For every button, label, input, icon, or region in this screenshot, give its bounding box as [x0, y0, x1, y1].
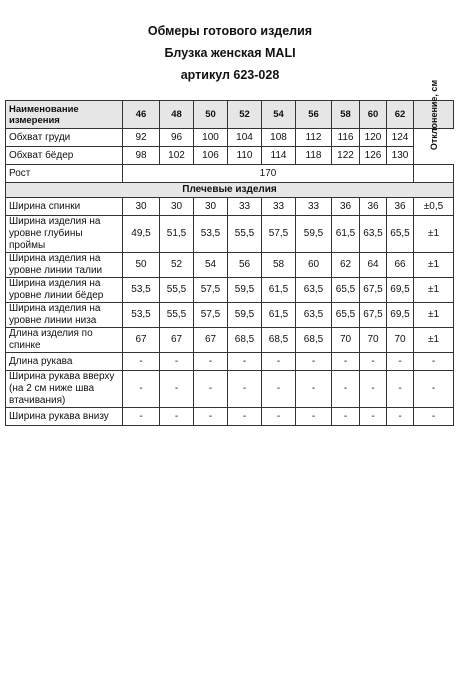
height-section	[6, 165, 454, 198]
cell-value: -	[387, 408, 414, 426]
cell-value: -	[123, 371, 160, 408]
cell-value: 30	[160, 198, 194, 216]
cell-value: 65,5	[387, 216, 414, 253]
size-header: 54	[262, 101, 296, 129]
cell-value: 70	[332, 328, 360, 353]
cell-value: 96	[160, 129, 194, 147]
row-label: Ширина изделия на уровне линии талии	[6, 253, 123, 278]
size-header: 48	[160, 101, 194, 129]
table-row	[6, 147, 454, 165]
row-label: Ширина спинки	[6, 198, 123, 216]
row-label: Ширина изделия на уровне линии бёдер	[6, 278, 123, 303]
cell-value: 53,5	[123, 278, 160, 303]
cell-value: -	[160, 408, 194, 426]
cell-value: 110	[228, 147, 262, 165]
cell-value: -	[262, 371, 296, 408]
cell-value: 33	[228, 198, 262, 216]
cell-value: 67	[160, 328, 194, 353]
cell-value: -	[332, 353, 360, 371]
section-title: Плечевые изделия	[6, 183, 454, 198]
document-header	[0, 20, 460, 86]
row-label: Обхват бёдер	[6, 147, 123, 165]
cell-value: 61,5	[262, 278, 296, 303]
deviation-value: ±1	[414, 278, 454, 303]
cell-value: 59,5	[296, 216, 332, 253]
cell-value: 100	[194, 129, 228, 147]
cell-value: 62	[332, 253, 360, 278]
cell-value: 126	[360, 147, 387, 165]
cell-value: 36	[360, 198, 387, 216]
cell-value: 69,5	[387, 278, 414, 303]
cell-value: -	[296, 353, 332, 371]
table-row	[6, 353, 454, 371]
cell-value: 56	[228, 253, 262, 278]
size-header: 46	[123, 101, 160, 129]
table-row	[6, 303, 454, 328]
cell-value: 67	[123, 328, 160, 353]
row-label: Ширина рукава вверху (на 2 см ниже шва втачивания)	[6, 371, 123, 408]
cell-value: 53,5	[194, 216, 228, 253]
cell-value: 104	[228, 129, 262, 147]
deviation-column-header	[414, 79, 454, 150]
cell-value: 36	[387, 198, 414, 216]
cell-value: 67,5	[360, 278, 387, 303]
size-header: 58	[332, 101, 360, 129]
cell-value: -	[296, 371, 332, 408]
row-label: Ширина изделия на уровне глубины проймы	[6, 216, 123, 253]
cell-value: 102	[160, 147, 194, 165]
cell-value: 57,5	[194, 303, 228, 328]
row-label: Длина изделия по спинке	[6, 328, 123, 353]
cell-value: 106	[194, 147, 228, 165]
cell-value: 52	[160, 253, 194, 278]
deviation-value: ±1	[414, 328, 454, 353]
cell-value: 124	[387, 129, 414, 147]
deviation-value: ±1	[414, 216, 454, 253]
cell-value: -	[123, 353, 160, 371]
cell-value: 57,5	[262, 216, 296, 253]
size-header: 52	[228, 101, 262, 129]
cell-value: 63,5	[296, 303, 332, 328]
cell-value: -	[228, 371, 262, 408]
cell-value: 55,5	[160, 278, 194, 303]
garment-measurements	[6, 198, 454, 426]
table-row	[6, 328, 454, 353]
row-label: Длина рукава	[6, 353, 123, 371]
table-row	[6, 198, 454, 216]
cell-value: 118	[296, 147, 332, 165]
cell-value: 55,5	[228, 216, 262, 253]
cell-value: 65,5	[332, 278, 360, 303]
cell-value: -	[228, 353, 262, 371]
cell-value: 66	[387, 253, 414, 278]
cell-value: 60	[296, 253, 332, 278]
cell-value: -	[332, 408, 360, 426]
cell-value: -	[262, 353, 296, 371]
cell-value: -	[296, 408, 332, 426]
cell-value: 114	[262, 147, 296, 165]
section-row	[6, 183, 454, 198]
table-row	[6, 278, 454, 303]
table-row	[6, 129, 454, 147]
cell-value: -	[228, 408, 262, 426]
cell-value: 68,5	[296, 328, 332, 353]
cell-value: -	[360, 408, 387, 426]
cell-value: 51,5	[160, 216, 194, 253]
cell-value: 59,5	[228, 303, 262, 328]
cell-value: 55,5	[160, 303, 194, 328]
deviation-value: -	[414, 408, 454, 426]
measurements-table	[5, 79, 454, 426]
cell-value: 92	[123, 129, 160, 147]
deviation-value: ±0,5	[414, 198, 454, 216]
cell-value: 61,5	[262, 303, 296, 328]
table-row	[6, 371, 454, 408]
cell-value: 65,5	[332, 303, 360, 328]
deviation-value: ±1	[414, 253, 454, 278]
deviation-value: -	[414, 353, 454, 371]
article-number: артикул 623-028	[180, 68, 280, 82]
body-measurements	[6, 129, 454, 165]
cell-value: 30	[123, 198, 160, 216]
cell-value: -	[262, 408, 296, 426]
cell-value: -	[160, 353, 194, 371]
header-row	[6, 101, 454, 129]
cell-value: 67,5	[360, 303, 387, 328]
table-row	[6, 408, 454, 426]
cell-value: 108	[262, 129, 296, 147]
height-row	[6, 165, 454, 183]
cell-value: 67	[194, 328, 228, 353]
cell-value: 98	[123, 147, 160, 165]
cell-value: -	[194, 408, 228, 426]
cell-value: 122	[332, 147, 360, 165]
cell-value: 69,5	[387, 303, 414, 328]
cell-value: 70	[360, 328, 387, 353]
cell-value: -	[387, 353, 414, 371]
row-label: Обхват груди	[6, 129, 123, 147]
cell-value: -	[332, 371, 360, 408]
cell-value: 112	[296, 129, 332, 147]
size-header: 62	[387, 101, 414, 129]
cell-value: 116	[332, 129, 360, 147]
row-label: Ширина изделия на уровне линии низа	[6, 303, 123, 328]
cell-value: 49,5	[123, 216, 160, 253]
cell-value: -	[123, 408, 160, 426]
size-header: 56	[296, 101, 332, 129]
cell-value: 33	[262, 198, 296, 216]
cell-value	[414, 165, 454, 183]
row-label: Рост	[6, 165, 123, 183]
deviation-value: ±1	[414, 303, 454, 328]
row-label: Ширина рукава внизу	[6, 408, 123, 426]
cell-value: 120	[360, 129, 387, 147]
cell-value: 53,5	[123, 303, 160, 328]
deviation-header-text: Отклонение, см	[428, 79, 439, 150]
cell-value: 64	[360, 253, 387, 278]
document-title: Обмеры готового изделия	[147, 24, 313, 38]
cell-value: 61,5	[332, 216, 360, 253]
height-value: 170	[123, 165, 414, 183]
cell-value: -	[360, 371, 387, 408]
cell-value: -	[194, 353, 228, 371]
cell-value: 36	[332, 198, 360, 216]
size-header: 50	[194, 101, 228, 129]
cell-value: 58	[262, 253, 296, 278]
product-name: Блузка женская MALI	[164, 46, 296, 60]
cell-value: 63,5	[360, 216, 387, 253]
cell-value: 63,5	[296, 278, 332, 303]
table-row	[6, 216, 454, 253]
cell-value: 68,5	[262, 328, 296, 353]
cell-value: 59,5	[228, 278, 262, 303]
cell-value: 33	[296, 198, 332, 216]
name-column-header: Наименование измерения	[6, 101, 123, 129]
deviation-value: -	[414, 371, 454, 408]
cell-value: -	[387, 371, 414, 408]
cell-value: 130	[387, 147, 414, 165]
cell-value: -	[160, 371, 194, 408]
size-header: 60	[360, 101, 387, 129]
cell-value: -	[360, 353, 387, 371]
cell-value: 30	[194, 198, 228, 216]
cell-value: 57,5	[194, 278, 228, 303]
cell-value: 70	[387, 328, 414, 353]
cell-value: 50	[123, 253, 160, 278]
cell-value: 68,5	[228, 328, 262, 353]
cell-value: 54	[194, 253, 228, 278]
cell-value: -	[194, 371, 228, 408]
table-row	[6, 253, 454, 278]
